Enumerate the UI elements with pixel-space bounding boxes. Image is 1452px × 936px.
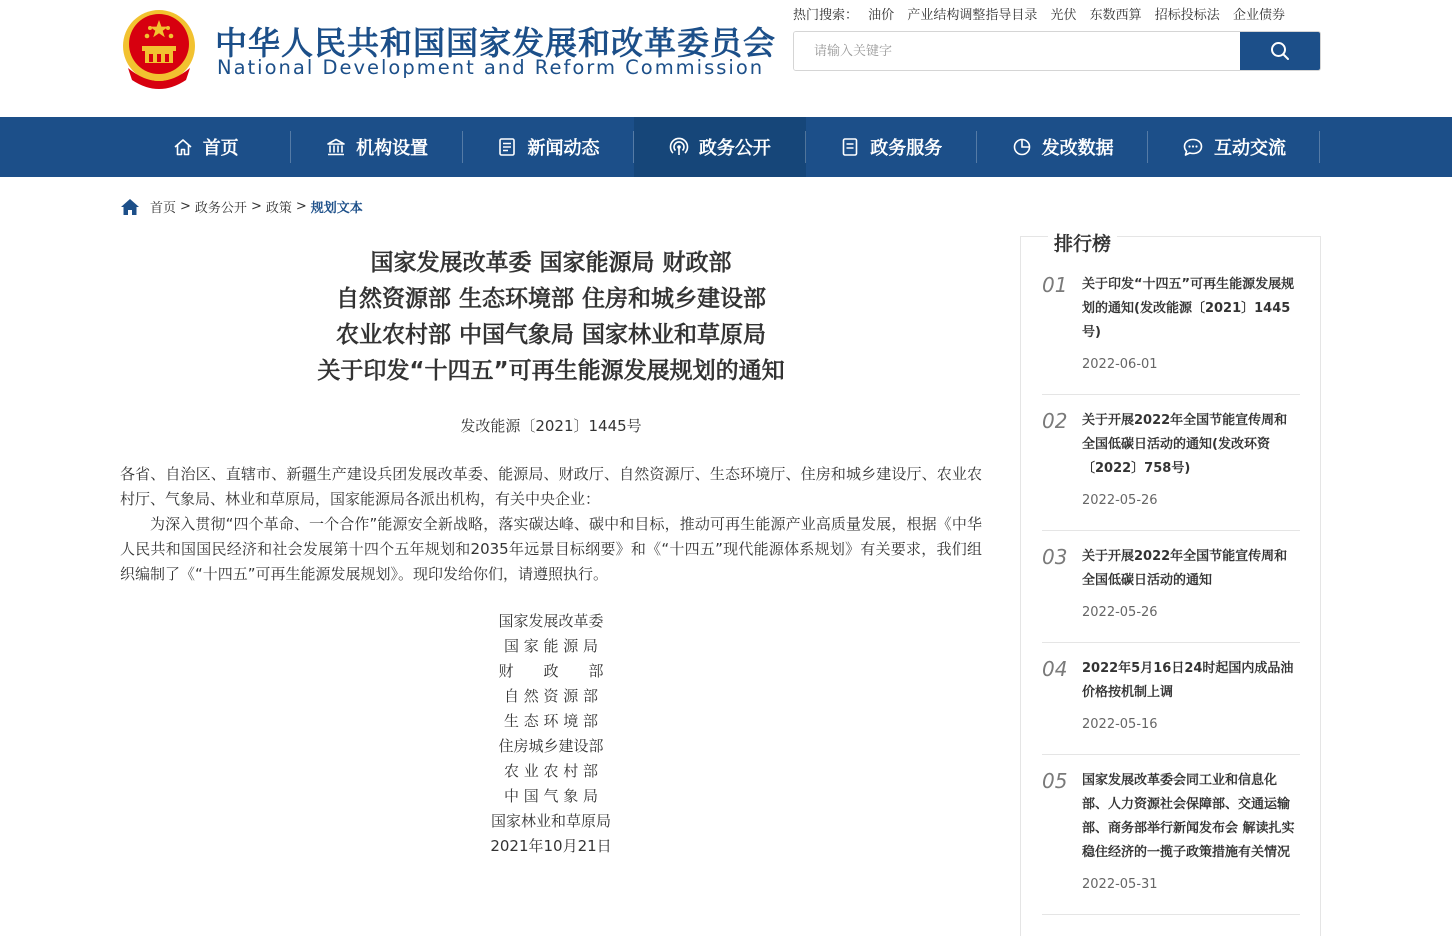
ranking-item[interactable]	[1042, 545, 1300, 643]
ranking-item[interactable]	[1042, 657, 1300, 755]
institution-icon	[326, 137, 346, 157]
breadcrumb-separator: >	[295, 199, 307, 214]
signer: 财 政 部	[498, 662, 604, 680]
ranking-item-date: 2022-05-31	[1082, 877, 1158, 892]
nav-item-label: 首页	[202, 138, 239, 159]
ranking-item[interactable]	[1042, 769, 1300, 915]
chat-icon	[1182, 137, 1204, 157]
hot-keyword-link[interactable]: 光伏	[1050, 8, 1077, 23]
site-header	[0, 0, 1452, 117]
ranking-item[interactable]	[1042, 409, 1300, 531]
nav-item-label: 互动交流	[1214, 138, 1287, 159]
ranking-item-date: 2022-05-26	[1082, 493, 1158, 508]
signer: 国家林业和草原局	[490, 812, 611, 830]
article-paragraph: 为深入贯彻“四个革命、一个合作”能源安全新战略，落实碳达峰、碳中和目标，推动可再生能源产业高质量发展，根据《中华人民共和国国民经济和社会发展第十四个五年规划和2035年远景目标纲要》和《“十四五”现代能源体系规划》有关要求，我们组织编制了《“十四五”可再生能源发展规划》。现印发给你们，请遵照执行。	[120, 515, 982, 583]
ranking-list	[1042, 273, 1300, 929]
ranking-item-title[interactable]: 2022年5月16日24时起国内成品油价格按机制上调	[1082, 661, 1294, 700]
hot-keyword-link[interactable]: 企业债券	[1232, 8, 1285, 23]
nav-item-label: 发改数据	[1041, 138, 1114, 159]
hot-search-bar	[793, 4, 1294, 23]
ranking-number: 02	[1042, 409, 1068, 433]
hot-keyword-link[interactable]: 东数西算	[1089, 8, 1142, 23]
hot-keyword-link[interactable]: 招标投标法	[1154, 8, 1220, 23]
breadcrumb-item-policy[interactable]: 政策	[265, 201, 292, 216]
nav-item-government-affairs[interactable]	[634, 117, 805, 177]
signer: 中 国 气 象 局	[503, 787, 599, 805]
nav-item-label: 政务服务	[870, 138, 943, 159]
nav-item-label: 新闻动态	[527, 138, 600, 159]
nav-item-home[interactable]	[120, 117, 291, 177]
ranking-number: 01	[1042, 273, 1068, 297]
news-icon	[497, 137, 517, 157]
nav-item-data[interactable]	[977, 117, 1148, 177]
nav-item-interaction[interactable]	[1148, 117, 1319, 177]
search-input[interactable]	[794, 32, 1242, 70]
national-emblem-icon[interactable]	[120, 8, 198, 90]
home-icon[interactable]	[120, 198, 140, 216]
ranking-item-title[interactable]: 关于开展2022年全国节能宣传周和全国低碳日活动的通知(发改环资〔2022〕758号)	[1082, 413, 1288, 476]
site-name-en[interactable]: National Development and Reform Commission	[217, 56, 765, 79]
article-title-line: 农业农村部 中国气象局 国家林业和草原局	[335, 322, 766, 348]
breadcrumb-separator: >	[250, 199, 262, 214]
search-icon	[1270, 41, 1290, 61]
hot-search-label: 热门搜索：	[793, 8, 859, 23]
signer: 自 然 资 源 部	[503, 687, 599, 705]
article-title-line: 关于印发“十四五”可再生能源发展规划的通知	[317, 358, 785, 384]
addressee: 各省、自治区、直辖市、新疆生产建设兵团发展改革委、能源局、财政厅、自然资源厅、生态环境厅、住房和城乡建设厅、农业农村厅、气象局、林业和草原局，国家能源局各派出机构，有关中央企业：	[120, 465, 982, 508]
ranking-number: 04	[1042, 657, 1068, 681]
nav-item-label: 政务公开	[698, 138, 771, 159]
ranking-item-date: 2022-05-26	[1082, 605, 1158, 620]
article-body	[120, 462, 982, 587]
signer: 国家发展改革委	[498, 612, 604, 630]
ranking-item[interactable]	[1042, 273, 1300, 395]
ranking-item-title[interactable]: 国家发展改革委会同工业和信息化部、人力资源社会保障部、交通运输部、商务部举行新闻发布会 解读扎实稳住经济的一揽子政策措施有关情况	[1082, 773, 1295, 860]
signer: 农 业 农 村 部	[503, 762, 599, 780]
breadcrumb	[120, 197, 363, 216]
breadcrumb-item-planning-text[interactable]: 规划文本	[310, 201, 363, 216]
article-title-line: 国家发展改革委 国家能源局 财政部	[370, 250, 732, 276]
hot-keyword-link[interactable]: 产业结构调整指导目录	[907, 8, 1038, 23]
nav-item-news[interactable]	[463, 117, 634, 177]
nav-item-services[interactable]	[806, 117, 977, 177]
search-button[interactable]	[1240, 32, 1320, 70]
document-icon	[840, 137, 860, 157]
nav-item-institutions[interactable]	[291, 117, 462, 177]
ranking-item-date: 2022-06-01	[1082, 357, 1158, 372]
ranking-title: 排行榜	[1048, 229, 1117, 256]
document-number: 发改能源〔2021〕1445号	[460, 417, 642, 435]
signer: 生 态 环 境 部	[503, 712, 599, 730]
main-nav	[0, 117, 1452, 177]
pie-chart-icon	[1012, 137, 1032, 157]
signer: 住房城乡建设部	[498, 737, 604, 755]
article-title	[120, 245, 982, 389]
article-title-line: 自然资源部 生态环境部 住房和城乡建设部	[335, 286, 766, 312]
breadcrumb-item-home[interactable]: 首页	[150, 201, 177, 216]
breadcrumb-item-government-affairs[interactable]: 政务公开	[194, 201, 247, 216]
nav-item-label: 机构设置	[356, 138, 429, 159]
ranking-number: 05	[1042, 769, 1068, 793]
issue-date: 2021年10月21日	[490, 837, 612, 855]
ranking-item-title[interactable]: 关于开展2022年全国节能宣传周和全国低碳日活动的通知	[1082, 549, 1288, 588]
signer: 国 家 能 源 局	[503, 637, 599, 655]
ranking-item-title[interactable]: 关于印发“十四五”可再生能源发展规划的通知(发改能源〔2021〕1445号)	[1082, 277, 1295, 340]
home-icon	[173, 137, 193, 157]
broadcast-icon	[669, 137, 689, 157]
search-box	[793, 31, 1321, 71]
signers-block	[120, 609, 982, 859]
ranking-panel	[1020, 233, 1321, 936]
ranking-number: 03	[1042, 545, 1068, 569]
breadcrumb-separator: >	[180, 199, 191, 214]
hot-keyword-link[interactable]: 油价	[868, 8, 895, 23]
site-name-cn[interactable]: 中华人民共和国国家发展和改革委员会	[215, 24, 777, 62]
ranking-item-date: 2022-05-16	[1082, 717, 1158, 732]
article	[120, 245, 982, 859]
